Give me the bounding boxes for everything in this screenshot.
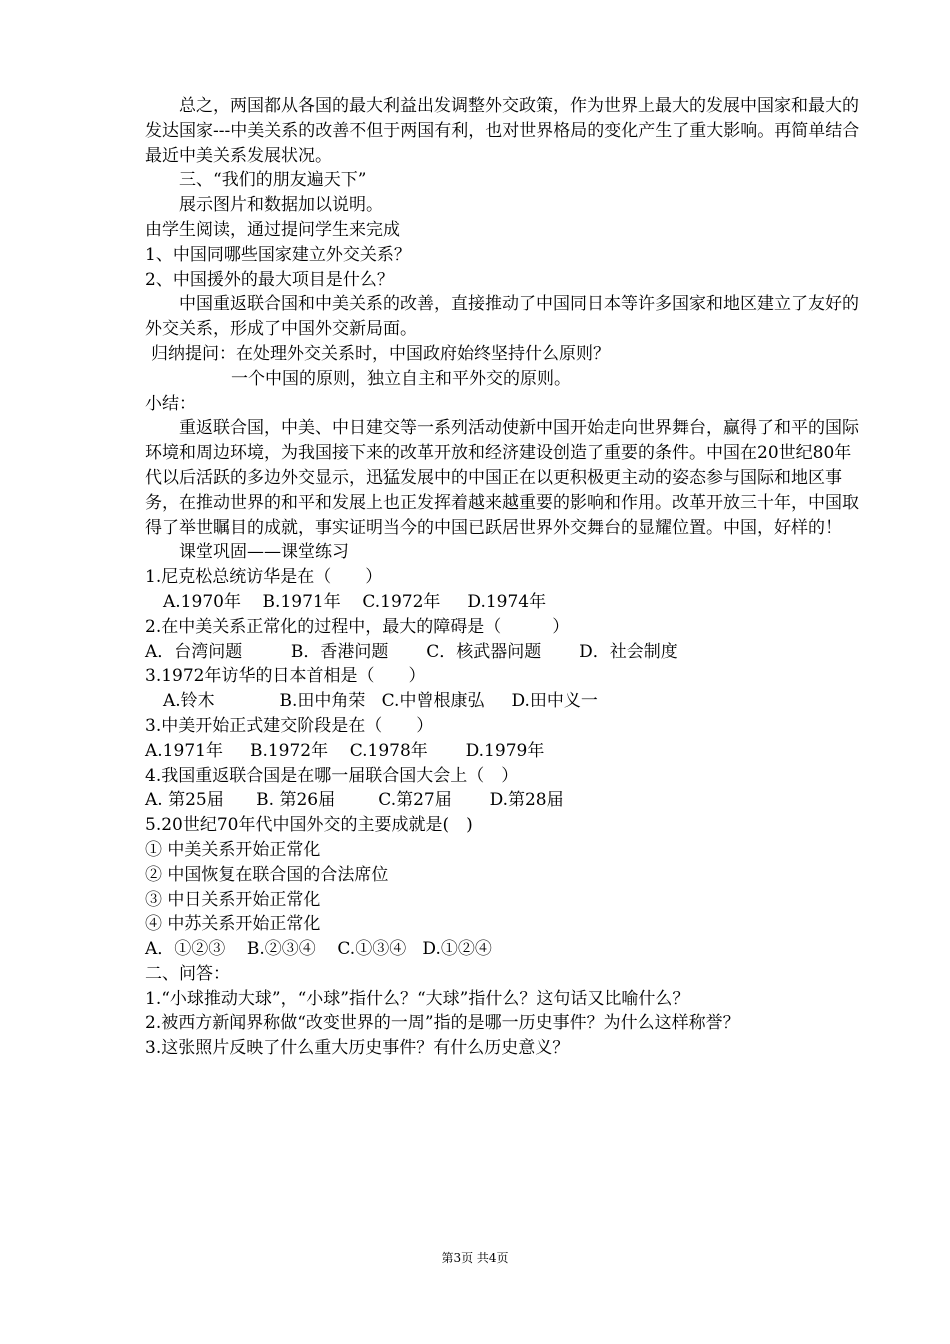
- page-footer: 第3页 共4页: [441, 1251, 509, 1265]
- exercise-6-options: A．①②③ B.②③④ C.①③④ D.①②④: [145, 939, 492, 960]
- exercise-1: 1.尼克松总统访华是在（ ）: [145, 567, 383, 588]
- paragraph-relations: 中国重返联合国和中美关系的改善，直接推动了中国同日本等许多国家和地区建立了友好的外交关系，形成了中国外交新局面。: [145, 294, 859, 340]
- question-1: 1、中国同哪些国家建立外交关系？: [145, 244, 411, 265]
- exercise-3-options: A.铃木 B.田中角荣 C.中曾根康弘 D.田中义一: [163, 691, 598, 712]
- paragraph-show: 展示图片和数据加以说明。: [179, 195, 383, 216]
- exercise-6-item: ④ 中苏关系开始正常化: [145, 914, 321, 935]
- exercise-4: 3.中美开始正式建交阶段是在（ ）: [145, 715, 434, 736]
- exercise-5-options: A. 第25届 B. 第26届 C.第27届 D.第28届: [145, 790, 564, 811]
- exercise-6-item: ③ 中日关系开始正常化: [145, 889, 321, 910]
- paragraph-conclusion: 重返联合国，中美、中日建交等一系列活动使新中国开始走向世界舞台，赢得了和平的国际环境和周边环境，为我国接下来的改革开放和经济建设创造了重要的条件。中国在20世纪80年代以后活跃的多边外交显示，迅猛发展中的中国正在以更积极更主动的姿态参与国际和地区事务，在推动世界的和平和发展上也正发挥着越来越重要的影响和作用。改革开放三十年，中国取得了举世瞩目的成就，事实证明当今的中国已跃居世界外交舞台的显耀位置。中国，好样的！: [145, 418, 859, 538]
- paragraph-principle: 一个中国的原则，独立自主和平外交的原则。: [231, 368, 571, 389]
- qa-question-3: 3.这张照片反映了什么重大历史事件？有什么历史意义？: [145, 1038, 570, 1059]
- exercise-2: 2.在中美关系正常化的过程中，最大的障碍是（ ）: [145, 616, 570, 637]
- exercise-6: 5.20世纪70年代中国外交的主要成就是( ): [145, 815, 473, 836]
- summary-label: 小结：: [145, 393, 196, 414]
- qa-question-2: 2.被西方新闻界称做“改变世界的一周”指的是哪一历史事件？为什么这样称誉？: [145, 1013, 740, 1034]
- practice-heading: 课堂巩固——课堂练习: [179, 542, 349, 563]
- paragraph-summary: 总之，两国都从各国的最大利益出发调整外交政策，作为世界上最大的发展中国家和最大的发达国家---中美关系的改善不但于两国有利，也对世界格局的变化产生了重大影响。再简单结合最近中美关系发展状况。: [145, 96, 860, 166]
- paragraph-students: 由学生阅读，通过提问学生来完成: [145, 219, 400, 240]
- page-content: [145, 94, 861, 1061]
- exercise-3: 3.1972年访华的日本首相是（ ）: [145, 666, 426, 687]
- section-heading-3: 三、“我们的朋友遍天下”: [179, 170, 367, 191]
- paragraph-induction: 归纳提问：在处理外交关系时，中国政府始终坚持什么原则？: [151, 343, 610, 364]
- exercise-5: 4.我国重返联合国是在哪一届联合国大会上（ ）: [145, 765, 519, 786]
- qa-question-1: 1.“小球推动大球”，“小球”指什么？“大球”指什么？这句话又比喻什么？: [145, 988, 690, 1009]
- exercise-6-item: ② 中国恢复在联合国的合法席位: [145, 864, 389, 885]
- exercise-1-options: A.1970年 B.1971年 C.1972年 D.1974年: [163, 591, 547, 612]
- exercise-2-options: A．台湾问题 B．香港问题 C．核武器问题 D．社会制度: [145, 641, 678, 662]
- exercise-6-item: ① 中美关系开始正常化: [145, 839, 321, 860]
- question-2: 2、中国援外的最大项目是什么？: [145, 269, 394, 290]
- qa-heading: 二、问答：: [145, 963, 230, 984]
- exercise-4-options: A.1971年 B.1972年 C.1978年 D.1979年: [145, 740, 545, 761]
